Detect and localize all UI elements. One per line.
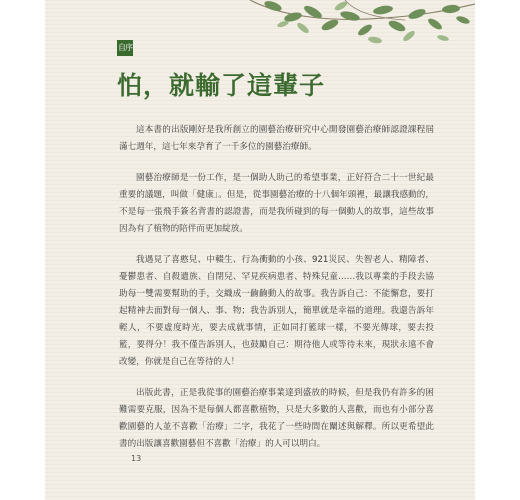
page-number: 13 [131, 454, 142, 463]
leaf-branch-illustration [45, 0, 475, 60]
paragraph: 我遇見了喜憨兒、中輟生、行為衝動的小孩、921災民、失智老人、精障者、憂鬱患者、自殺遺族、自閉兒、罕見疾病患者、特殊兒童……我以專業的手段去協助每一雙需要幫助的手，交織成一齣齣動人的故事。我告訴自己：不能懈怠，要打起精神去面對每一個人、事、物；我告訴別人，簡單就是幸福的道理。我還告訴年輕人，不要虛度時光，要去成就事情，正如同打籃球一樣，不要光傳球，要去投籃，要得分！我不僅告訴別人，也鼓勵自己：期待他人或等待未來，現狀永遠不會改變，你就是自己在等待的人！ [119, 255, 434, 367]
paragraph: 園藝治療師是一份工作，是一個助人助己的希望事業，正好符合二十一世紀最重要的議題，叫做「健康」。但是，從事園藝治療的十八個年頭裡，最讓我感動的，不是每一張飛手簽名背書的認證書，而是我所碰到的每一個動人的故事，這些故事因為有了植物的陪伴而更加綻放。 [119, 173, 434, 234]
page-title: 怕，就輸了這輩子 [117, 71, 326, 100]
book-page [45, 0, 475, 500]
preface-badge: 自序 [117, 40, 133, 56]
body-text [119, 122, 434, 467]
paragraph: 這本書的出版剛好是我所創立的園藝治療研究中心開發園藝治療師認證課程屆滿七週年，這七年來孕育了一千多位的園藝治療師。 [119, 125, 434, 152]
paragraph: 出版此書，正是我從事的園藝治療事業達到盛放的時候，但是我仍有許多的困難需要克服，因為不是每個人都喜歡植物，只是大多數的人喜歡，而也有小部分喜歡園藝的人並不喜歡「治療」二字，我花了一些時間在闡述與解釋。所以更希望此書的出版讓喜歡園藝但不喜歡「治療」的人可以明白。 [119, 388, 434, 449]
